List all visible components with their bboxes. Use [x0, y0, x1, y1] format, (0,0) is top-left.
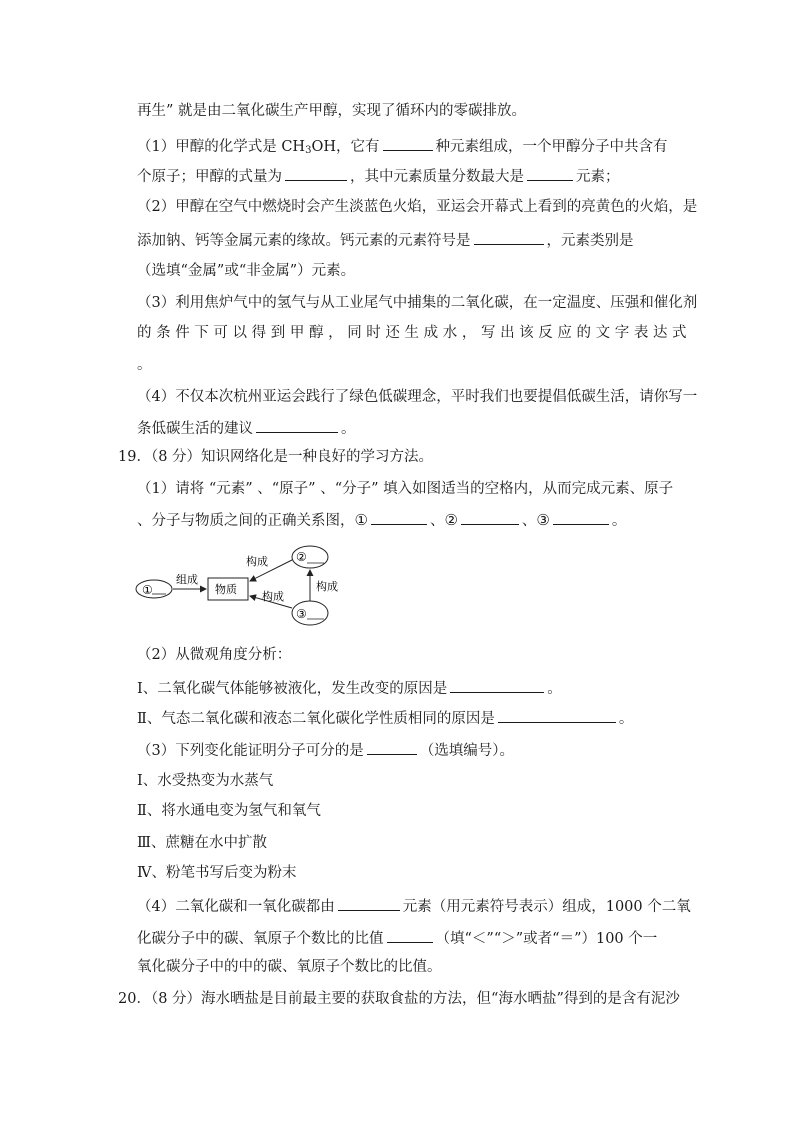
q18-3-line1: （3）利用焦炉气中的氢气与从工业尾气中捕集的二氧化碳，在一定温度、压强和催化剂 [137, 295, 698, 311]
q20-heading: 20．（8 分）海水晒盐是目前最主要的获取食盐的方法，但“海水晒盐”得到的是含有泥沙 [118, 991, 680, 1007]
q18-1-line1 [137, 136, 668, 156]
edge-label-construct-bottom: 构成 [262, 590, 284, 603]
edge-label-construct-right: 构成 [316, 580, 338, 593]
q18-4-line2 [137, 418, 356, 438]
q18-2b-text-end: ，元素类别是 [546, 233, 634, 249]
q19-4a-text-end: 元素（用元素符号表示）组成，1000 个二氧 [402, 899, 691, 915]
q19-2-heading: （2）从微观角度分析： [137, 647, 292, 663]
option-1: Ⅰ、水受热变为水蒸气 [137, 773, 274, 789]
q19-2-ii [137, 708, 633, 728]
q19-2i-text: Ⅰ、二氧化碳气体能够被液化，发生改变的原因是 [137, 681, 448, 697]
edge-label-compose: 组成 [176, 573, 198, 586]
option-2: Ⅱ、将水通电变为氢气和氧气 [137, 803, 321, 819]
q18-2b-text: 添加钠、钙等金属元素的缘故。钙元素的元素符号是 [137, 233, 471, 249]
q19-heading: 19．（8 分）知识网络化是一种良好的学习方法。 [118, 449, 434, 465]
answer-blank[interactable] [387, 928, 433, 943]
q19-4a-text: （4）二氧化碳和一氧化碳都由 [137, 899, 335, 915]
q19-1b-text: 、分子与物质之间的正确关系图， [137, 513, 355, 529]
node-3-label: ③ [296, 607, 307, 621]
q18-3-line3: 。 [137, 357, 152, 373]
q18-1b-text-mid: ，其中元素质量分数最大是 [350, 169, 524, 185]
end-period: 。 [611, 513, 627, 529]
answer-blank-3[interactable] [553, 510, 609, 525]
q19-3 [137, 740, 514, 760]
q18-2-line2 [137, 230, 634, 250]
q18-1-text: （1）甲醇的化学式是 CH [137, 139, 306, 155]
end-period: 。 [547, 681, 562, 697]
q19-2ii-text: Ⅱ、气态二氧化碳和液态二氧化碳化学性质相同的原因是 [137, 711, 495, 727]
answer-blank[interactable] [498, 708, 616, 723]
node-2-label: ② [296, 550, 307, 564]
q19-4-line3: 氧化碳分子中的中的碳、氧原子个数比的比值。 [137, 959, 442, 975]
q19-3-text: （3）下列变化能证明分子可分的是 [137, 743, 364, 759]
q18-4b-text-end: 。 [341, 421, 356, 437]
q18-1-line2 [137, 166, 620, 186]
circled-2: ② [444, 511, 458, 529]
circled-3: ③ [536, 511, 550, 529]
answer-blank[interactable] [338, 896, 400, 911]
q19-4-line1 [137, 896, 691, 916]
q18-4-line1: （4）不仅本次杭州亚运会践行了绿色低碳理念，平时我们也要提倡低碳生活，请你写一 [137, 389, 698, 405]
answer-blank-2[interactable] [461, 510, 519, 525]
q19-4b-text-end: （填“＜”“＞”或者“＝”）100 个一 [435, 931, 658, 947]
answer-blank[interactable] [450, 678, 544, 693]
paragraph-intro: 再生” 就是由二氧化碳生产甲醇，实现了循环内的零碳排放。 [137, 103, 527, 119]
q18-1-text-end: 种元素组成，一个甲醇分子中共含有 [435, 139, 668, 155]
q19-1-line1: （1）请将 “元素” 、“原子” 、“分子” 填入如图适当的空格内，从而完成元素、原子 [137, 481, 674, 497]
substance-label: 物质 [215, 583, 237, 596]
answer-blank[interactable] [383, 136, 433, 151]
answer-blank-1[interactable] [371, 510, 427, 525]
q18-2-line3: （选填“金属”或“非金属”）元素。 [137, 263, 356, 279]
q19-4b-text: 化碳分子中的碳、氧原子个数比的比值 [137, 931, 384, 947]
q18-1-text-mid: OH，它有 [311, 139, 380, 155]
q18-3-line2: 的 条 件 下 可 以 得 到 甲 醇 ， 同 时 还 生 成 水 ， 写 出 该 反 应 的 文 字 表 达 式 [137, 325, 687, 341]
q19-4-line2 [137, 928, 657, 948]
q19-2-i [137, 678, 562, 698]
answer-blank[interactable] [256, 418, 338, 433]
option-3: Ⅲ、蔗糖在水中扩散 [137, 835, 267, 851]
edge-label-construct-top: 构成 [246, 555, 268, 568]
answer-blank[interactable] [285, 166, 347, 181]
answer-blank[interactable] [527, 166, 573, 181]
circled-1: ① [354, 511, 368, 529]
answer-blank[interactable] [367, 740, 417, 755]
relationship-diagram [132, 540, 362, 630]
answer-blank[interactable] [474, 230, 544, 245]
q19-1-line2 [137, 510, 626, 530]
separator: 、 [521, 513, 537, 529]
q18-4b-text: 条低碳生活的建议 [137, 421, 253, 437]
separator: 、 [429, 513, 445, 529]
subscript-3: 3 [305, 145, 312, 156]
q18-2-line1: （2）甲醇在空气中燃烧时会产生淡蓝色火焰，亚运会开幕式上看到的亮黄色的火焰，是 [137, 199, 698, 215]
q19-3-text-end: （选填编号）。 [419, 743, 514, 759]
option-4: Ⅳ、粉笔书写后变为粉末 [137, 865, 297, 881]
end-period: 。 [618, 711, 634, 727]
node-1-label: ① [142, 583, 153, 597]
q18-1b-text: 个原子；甲醇的式量为 [137, 169, 282, 185]
q18-1b-text-end: 元素； [576, 169, 620, 185]
